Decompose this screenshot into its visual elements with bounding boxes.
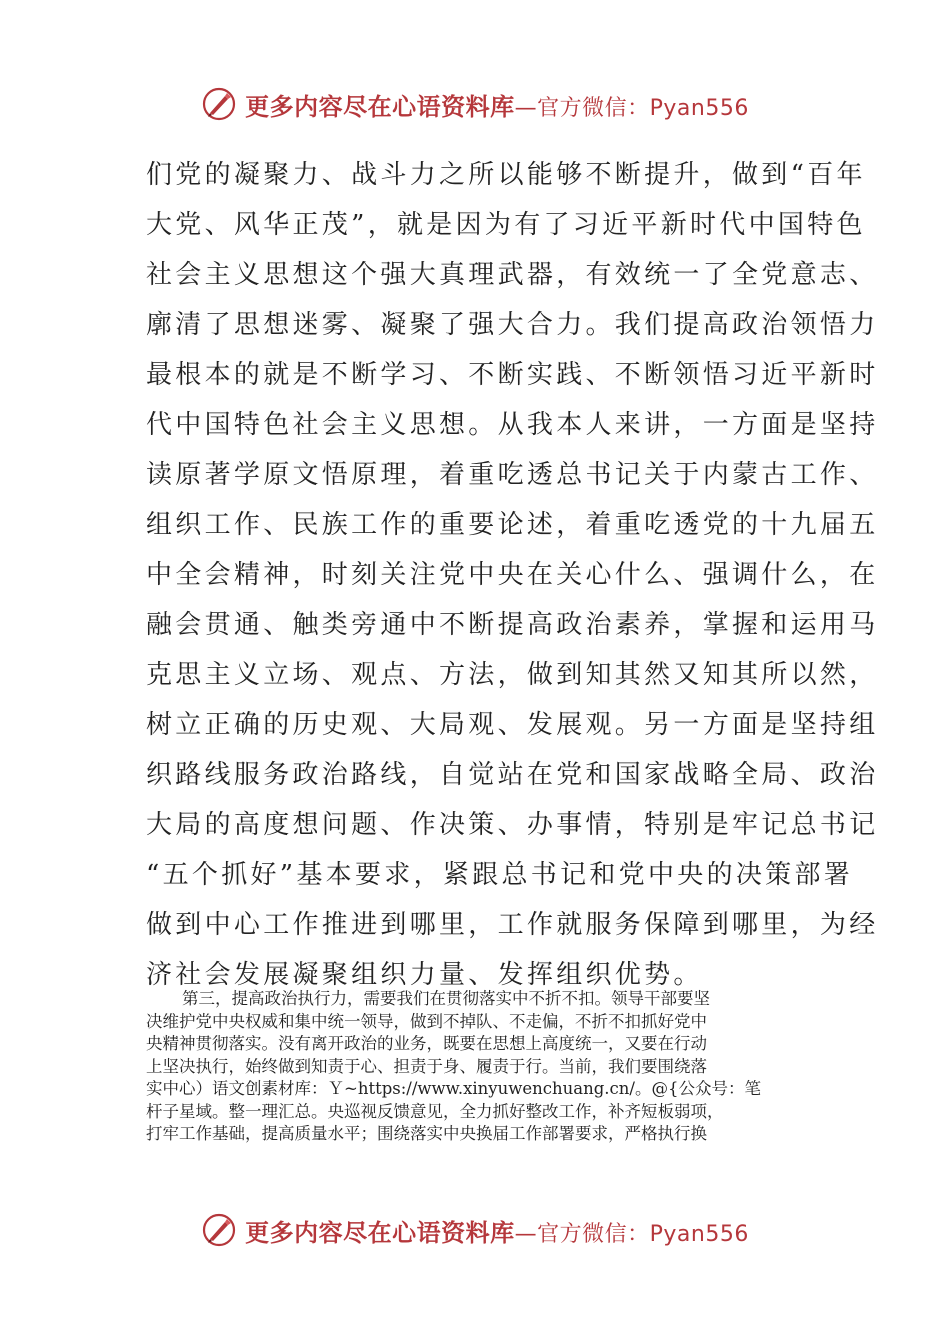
paragraph-line: 社会主义思想这个强大真理武器，有效统一了全党意志、 [146,260,879,290]
paragraph-line: 融会贯通、触类旁通中不断提高政治素养，掌握和运用马 [146,610,879,640]
header-banner-main: 更多内容尽在心语资料库 [245,91,515,121]
paragraph-line: 树立正确的历史观、大局观、发展观。另一方面是坚持组 [146,710,879,740]
paragraph-line: 做到中心工作推进到哪里，工作就服务保障到哪里，为经 [146,910,879,940]
small-paragraph-line: 决维护党中央权威和集中统一领导，做到不掉队、不走偏，不折不扣抓好党中 [146,1011,707,1031]
footer-banner-text [245,1213,749,1248]
paragraph-line: 织路线服务政治路线，自觉站在党和国家战略全局、政治 [146,760,879,790]
small-paragraph-line: 杆子星域。整一理汇总。央巡视反馈意见，全力抓好整改工作，补齐短板弱项， [146,1101,724,1121]
small-paragraph-line: 实中心）语文创素材库：Ｙ~https://www.xinyuwenchuang.cn/。@{公众号：笔 [146,1079,761,1098]
header-banner-text [245,87,749,122]
main-paragraph [146,150,879,1000]
paragraph-line: 代中国特色社会主义思想。从我本人来讲，一方面是坚持 [146,410,879,440]
paragraph-line: 济社会发展凝聚组织力量、发挥组织优势。 [146,960,703,990]
pen-logo-icon [201,1212,237,1248]
secondary-paragraph [146,988,822,1146]
paragraph-line: 大局的高度想问题、作决策、办事情，特别是牢记总书记 [146,810,879,840]
paragraph-line: 组织工作、民族工作的重要论述，着重吃透党的十九届五 [146,510,879,540]
small-paragraph-line: 第三，提高政治执行力，需要我们在贯彻落实中不折不扣。领导干部要坚 [182,989,710,1008]
small-paragraph-line: 上坚决执行，始终做到知责于心、担责于身、履责于行。当前，我们要围绕落 [146,1056,707,1076]
paragraph-line: 中全会精神，时刻关注党中央在关心什么、强调什么，在 [146,560,879,590]
footer-banner-wechat: —官方微信：Pyan556 [514,1221,749,1247]
paragraph-line: “五个抓好”基本要求，紧跟总书记和党中央的决策部署 [146,860,854,890]
small-paragraph-line: 打牢工作基础，提高质量水平；围绕落实中央换届工作部署要求，严格执行换 [146,1124,707,1143]
header-banner-wechat: —官方微信：Pyan556 [514,95,749,121]
paragraph-line: 们党的凝聚力、战斗力之所以能够不断提升，做到“百年 [146,160,866,190]
footer-banner [0,1208,950,1252]
small-paragraph-line: 央精神贯彻落实。没有离开政治的业务，既要在思想上高度统一，又要在行动 [146,1034,707,1053]
paragraph-line: 大党、风华正茂”，就是因为有了习近平新时代中国特色 [146,210,866,240]
paragraph-line: 廓清了思想迷雾、凝聚了强大合力。我们提高政治领悟力 [146,310,879,340]
footer-banner-main: 更多内容尽在心语资料库 [245,1217,515,1247]
paragraph-line: 克思主义立场、观点、方法，做到知其然又知其所以然， [146,660,879,690]
paragraph-line: 最根本的就是不断学习、不断实践、不断领悟习近平新时 [146,360,879,390]
header-banner [0,82,950,126]
paragraph-line: 读原著学原文悟原理，着重吃透总书记关于内蒙古工作、 [146,460,879,490]
pen-logo-icon [201,86,237,122]
